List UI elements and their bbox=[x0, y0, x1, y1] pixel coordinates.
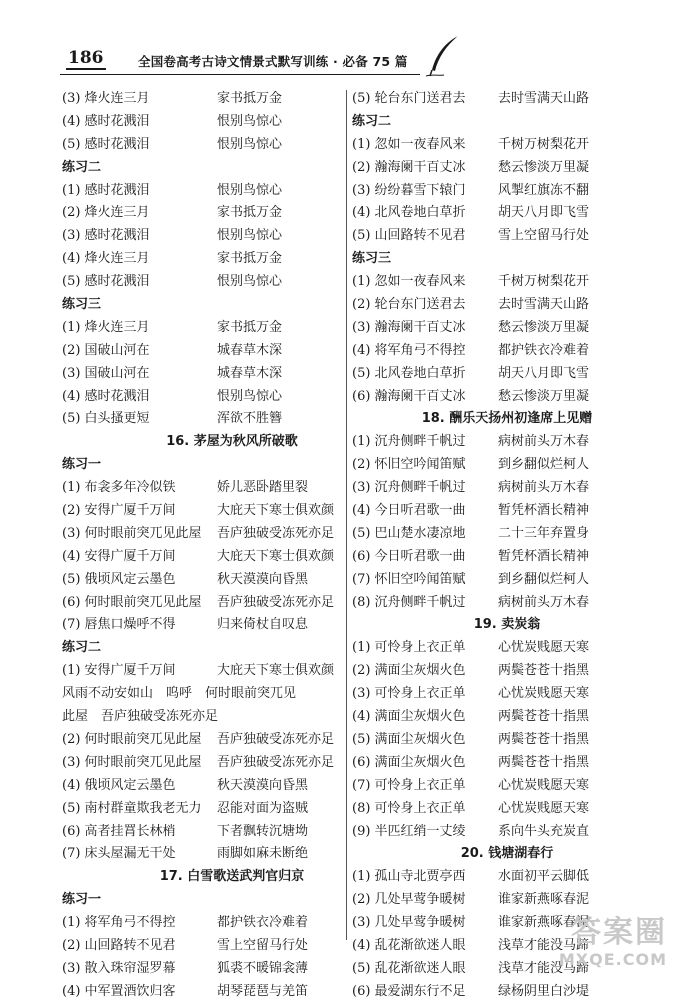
answer-second-half: 暂凭杯酒长精神 bbox=[498, 548, 590, 564]
answer-second-half: 去时雪满天山路 bbox=[498, 91, 590, 106]
answer-line bbox=[62, 912, 342, 935]
answer-line bbox=[62, 981, 342, 1004]
answer-first-half: (5) 北风卷地白草折 bbox=[352, 365, 466, 381]
answer-first-half: (3) 烽火连三月 bbox=[62, 91, 150, 106]
answer-first-half: (1) 烽火连三月 bbox=[62, 319, 150, 335]
answer-line bbox=[352, 157, 622, 180]
answer-line bbox=[62, 660, 342, 683]
answer-first-half: (4) 北风卷地白草折 bbox=[352, 205, 466, 221]
watermark-logo: 答案圈 bbox=[571, 915, 667, 950]
answer-second-half: 水面初平云脚低 bbox=[498, 869, 590, 885]
answer-line bbox=[352, 477, 622, 500]
column-divider bbox=[346, 90, 347, 940]
answer-line bbox=[62, 752, 342, 775]
answer-second-half: 两鬓苍苍十指黑 bbox=[498, 754, 590, 770]
answer-first-half: (5) 巴山楚水凄凉地 bbox=[352, 525, 466, 541]
answer-second-half: 秋天漠漠向昏黑 bbox=[217, 777, 309, 793]
answer-line bbox=[62, 111, 342, 134]
answer-first-half: (3) 感时花溅泪 bbox=[62, 228, 150, 244]
page-number: 186 bbox=[68, 48, 104, 68]
answer-second-half: 恨别鸟惊心 bbox=[217, 228, 283, 244]
answer-second-half: 吾庐独破受冻死亦足 bbox=[217, 525, 335, 541]
poem-title: 20. 钱塘湖春行 bbox=[460, 846, 554, 862]
answer-second-half: 愁云惨淡万里凝 bbox=[498, 319, 590, 335]
answer-line bbox=[352, 431, 622, 454]
answer-first-half: (5) 南村群童欺我老无力 bbox=[62, 800, 202, 816]
answer-line bbox=[352, 592, 622, 615]
answer-line bbox=[352, 180, 622, 203]
left-column bbox=[62, 88, 342, 1004]
answer-first-half: (7) 可怜身上衣正单 bbox=[352, 777, 466, 793]
answer-continuation bbox=[62, 706, 342, 729]
answer-second-half: 下者飘转沉塘坳 bbox=[217, 823, 309, 839]
answer-second-half: 胡天八月即飞雪 bbox=[498, 205, 590, 221]
answer-first-half: (5) 白头搔更短 bbox=[62, 411, 150, 427]
exercise-heading: 练习三 bbox=[352, 251, 392, 267]
answer-first-half: (5) 俄顷风定云墨色 bbox=[62, 571, 176, 587]
exercise-heading: 练习二 bbox=[352, 113, 392, 129]
answer-first-half: (2) 瀚海阑干百丈冰 bbox=[352, 159, 466, 175]
answer-first-half: (1) 沉舟侧畔千帆过 bbox=[352, 434, 466, 450]
answer-second-half: 暂凭杯酒长精神 bbox=[498, 503, 590, 519]
answer-line bbox=[352, 386, 622, 409]
exercise-heading: 练习二 bbox=[62, 159, 102, 175]
answer-second-half: 绿杨阴里白沙堤 bbox=[498, 983, 590, 999]
answer-second-half: 恨别鸟惊心 bbox=[217, 182, 283, 198]
answer-line bbox=[352, 271, 622, 294]
answer-first-half: (7) 床头屋漏无干处 bbox=[62, 846, 176, 862]
answer-second-half: 浅草才能没马蹄 bbox=[498, 937, 590, 953]
answer-line bbox=[352, 546, 622, 569]
answer-line bbox=[352, 683, 622, 706]
answer-line bbox=[62, 614, 342, 637]
answer-first-half: (7) 怀旧空吟闻笛赋 bbox=[352, 571, 466, 587]
answer-second-half: 都护铁衣冷难着 bbox=[498, 342, 590, 358]
answer-second-half: 大庇天下寒士俱欢颜 bbox=[217, 548, 335, 564]
answer-line bbox=[352, 821, 622, 844]
answer-second-half: 心忧炭贱愿天寒 bbox=[498, 800, 590, 816]
poem-title: 18. 酬乐天扬州初逢席上见赠 bbox=[421, 411, 593, 427]
answer-line bbox=[62, 592, 342, 615]
answer-first-half: (5) 轮台东门送君去 bbox=[352, 91, 466, 106]
answer-line bbox=[62, 729, 342, 752]
running-title: 全国卷高考古诗文情景式默写训练 · 必备 75 篇 bbox=[138, 54, 408, 69]
answer-first-half: (2) 安得广厦千万间 bbox=[62, 503, 176, 519]
answer-line bbox=[352, 134, 622, 157]
answer-first-half: (5) 感时花溅泪 bbox=[62, 136, 150, 152]
answer-text: 此屋 吾庐独破受冻死亦足 bbox=[62, 709, 219, 725]
answer-line bbox=[62, 775, 342, 798]
answer-line bbox=[62, 363, 342, 386]
answer-first-half: (6) 高者挂罥长林梢 bbox=[62, 823, 176, 839]
answer-second-half: 系向牛头充炭直 bbox=[498, 823, 590, 839]
answer-second-half: 归来倚杖自叹息 bbox=[217, 617, 309, 633]
answer-second-half: 愁云惨淡万里凝 bbox=[498, 388, 590, 404]
answer-second-half: 浅草才能没马蹄 bbox=[498, 960, 590, 976]
answer-first-half: (3) 散入珠帘湿罗幕 bbox=[62, 960, 176, 976]
answer-second-half: 到乡翻似烂柯人 bbox=[498, 457, 590, 473]
answer-line bbox=[352, 340, 622, 363]
answer-second-half: 病树前头万木春 bbox=[498, 594, 590, 610]
answer-line bbox=[62, 798, 342, 821]
answer-line bbox=[352, 454, 622, 477]
answer-second-half: 心忧炭贱愿天寒 bbox=[498, 640, 590, 656]
answer-second-half: 吾庐独破受冻死亦足 bbox=[217, 731, 335, 747]
answer-second-half: 家书抵万金 bbox=[217, 319, 283, 335]
answer-first-half: (4) 中军置酒饮归客 bbox=[62, 983, 176, 999]
answer-second-half: 家书抵万金 bbox=[217, 251, 283, 267]
answer-second-half: 雪上空留马行处 bbox=[217, 937, 309, 953]
answer-second-half: 大庇天下寒士俱欢颜 bbox=[217, 503, 335, 519]
answer-first-half: (4) 今日听君歌一曲 bbox=[352, 503, 466, 519]
answer-second-half: 胡天八月即飞雪 bbox=[498, 365, 590, 381]
answer-first-half: (3) 沉舟侧畔千帆过 bbox=[352, 480, 466, 496]
answer-line bbox=[62, 317, 342, 340]
answer-line bbox=[352, 866, 622, 889]
answer-first-half: (6) 最爱湖东行不足 bbox=[352, 983, 466, 999]
header-rule bbox=[60, 74, 420, 75]
answer-first-half: (2) 怀旧空吟闻笛赋 bbox=[352, 457, 466, 473]
answer-line bbox=[62, 340, 342, 363]
answer-first-half: (1) 可怜身上衣正单 bbox=[352, 640, 466, 656]
answer-second-half: 吾庐独破受冻死亦足 bbox=[217, 754, 335, 770]
answer-second-half: 二十三年弃置身 bbox=[498, 525, 590, 541]
answer-second-half: 去时雪满天山路 bbox=[498, 297, 590, 313]
answer-line bbox=[352, 317, 622, 340]
answer-line bbox=[352, 294, 622, 317]
exercise-heading: 练习二 bbox=[62, 640, 102, 656]
answer-first-half: (3) 几处早莺争暖树 bbox=[352, 915, 466, 931]
answer-line bbox=[352, 637, 622, 660]
answer-first-half: (2) 何时眼前突兀见此屋 bbox=[62, 731, 202, 747]
poem-title: 17. 白雪歌送武判官归京 bbox=[159, 869, 305, 885]
answer-line bbox=[352, 569, 622, 592]
answer-first-half: (2) 烽火连三月 bbox=[62, 205, 150, 221]
answer-second-half: 风掣红旗冻不翻 bbox=[498, 182, 590, 198]
answer-second-half: 家书抵万金 bbox=[217, 205, 283, 221]
answer-second-half: 恨别鸟惊心 bbox=[217, 388, 283, 404]
answer-first-half: (6) 瀚海阑干百丈冰 bbox=[352, 388, 466, 404]
answer-line bbox=[62, 134, 342, 157]
answer-second-half: 两鬓苍苍十指黑 bbox=[498, 663, 590, 679]
answer-first-half: (4) 烽火连三月 bbox=[62, 251, 150, 267]
answer-line bbox=[62, 477, 342, 500]
answer-line bbox=[62, 523, 342, 546]
answer-line bbox=[352, 202, 622, 225]
answer-first-half: (1) 忽如一夜春风来 bbox=[352, 274, 466, 290]
answer-line bbox=[352, 706, 622, 729]
answer-first-half: (1) 忽如一夜春风来 bbox=[352, 136, 466, 152]
answer-first-half: (3) 纷纷暮雪下辕门 bbox=[352, 182, 466, 198]
answer-line bbox=[62, 843, 342, 866]
answer-second-half: 大庇天下寒士俱欢颜 bbox=[217, 663, 335, 679]
poem-title: 16. 茅屋为秋风所破歌 bbox=[166, 434, 298, 450]
answer-line bbox=[352, 523, 622, 546]
answer-first-half: (2) 满面尘灰烟火色 bbox=[352, 663, 466, 679]
answer-first-half: (3) 何时眼前突兀见此屋 bbox=[62, 525, 202, 541]
quill-pen-icon bbox=[424, 34, 464, 78]
answer-first-half: (6) 今日听君歌一曲 bbox=[352, 548, 466, 564]
answer-first-half: (4) 俄顷风定云墨色 bbox=[62, 777, 176, 793]
answer-second-half: 忍能对面为盗贼 bbox=[217, 800, 309, 816]
answer-second-half: 病树前头万木春 bbox=[498, 434, 590, 450]
answer-line bbox=[352, 660, 622, 683]
answer-second-half: 狐裘不暖锦衾薄 bbox=[217, 960, 309, 976]
answer-line bbox=[352, 752, 622, 775]
answer-first-half: (3) 国破山河在 bbox=[62, 365, 150, 381]
answer-line bbox=[62, 569, 342, 592]
answer-first-half: (3) 瀚海阑干百丈冰 bbox=[352, 319, 466, 335]
answer-text: 风雨不动安如山 呜呼 何时眼前突兀见 bbox=[62, 686, 297, 702]
answer-first-half: (4) 满面尘灰烟火色 bbox=[352, 709, 466, 725]
answer-second-half: 谁家新燕啄春泥 bbox=[498, 915, 590, 931]
answer-line bbox=[62, 225, 342, 248]
answer-line bbox=[62, 408, 342, 431]
answer-second-half: 愁云惨淡万里凝 bbox=[498, 159, 590, 175]
answer-line bbox=[352, 889, 622, 912]
exercise-heading: 练习三 bbox=[62, 297, 102, 313]
answer-first-half: (4) 感时花溅泪 bbox=[62, 113, 150, 129]
answer-first-half: (1) 布衾多年冷似铁 bbox=[62, 480, 176, 496]
answer-second-half: 吾庐独破受冻死亦足 bbox=[217, 594, 335, 610]
answer-first-half: (2) 轮台东门送君去 bbox=[352, 297, 466, 313]
answer-first-half: (4) 将军角弓不得控 bbox=[352, 342, 466, 358]
answer-second-half: 城春草木深 bbox=[217, 342, 283, 358]
poem-title: 19. 卖炭翁 bbox=[473, 617, 541, 633]
answer-second-half: 雪上空留马行处 bbox=[498, 228, 590, 244]
answer-first-half: (5) 满面尘灰烟火色 bbox=[352, 731, 466, 747]
answer-first-half: (1) 将军角弓不得控 bbox=[62, 915, 176, 931]
answer-first-half: (5) 山回路转不见君 bbox=[352, 228, 466, 244]
answer-line bbox=[62, 271, 342, 294]
answer-line bbox=[62, 821, 342, 844]
answer-line bbox=[352, 729, 622, 752]
answer-second-half: 谁家新燕啄春泥 bbox=[498, 892, 590, 908]
answer-second-half: 病树前头万木春 bbox=[498, 480, 590, 496]
answer-second-half: 家书抵万金 bbox=[217, 91, 283, 106]
watermark-url: MXQE.COM bbox=[558, 950, 667, 969]
answer-line bbox=[352, 225, 622, 248]
answer-first-half: (1) 感时花溅泪 bbox=[62, 182, 150, 198]
answer-second-half: 恨别鸟惊心 bbox=[217, 113, 283, 129]
answer-second-half: 千树万树梨花开 bbox=[498, 136, 590, 152]
right-column bbox=[352, 88, 622, 1004]
answer-second-half: 浑欲不胜簪 bbox=[217, 411, 283, 427]
answer-line bbox=[62, 386, 342, 409]
answer-second-half: 胡琴琵琶与羌笛 bbox=[217, 983, 309, 999]
answer-line bbox=[352, 981, 622, 1004]
answer-first-half: (7) 唇焦口燥呼不得 bbox=[62, 617, 176, 633]
answer-line bbox=[62, 202, 342, 225]
answer-second-half: 心忧炭贱愿天寒 bbox=[498, 686, 590, 702]
answer-line bbox=[62, 180, 342, 203]
answer-line bbox=[352, 500, 622, 523]
answer-first-half: (9) 半匹红绡一丈绫 bbox=[352, 823, 466, 839]
answer-second-half: 到乡翻似烂柯人 bbox=[498, 571, 590, 587]
answer-line bbox=[62, 248, 342, 271]
answer-second-half: 雨脚如麻未断绝 bbox=[217, 846, 309, 862]
answer-line bbox=[62, 88, 342, 111]
answer-first-half: (3) 可怜身上衣正单 bbox=[352, 686, 466, 702]
answer-second-half: 两鬓苍苍十指黑 bbox=[498, 731, 590, 747]
exercise-heading: 练习一 bbox=[62, 457, 102, 473]
answer-first-half: (1) 安得广厦千万间 bbox=[62, 663, 176, 679]
answer-second-half: 恨别鸟惊心 bbox=[217, 136, 283, 152]
answer-line bbox=[62, 546, 342, 569]
answer-second-half: 恨别鸟惊心 bbox=[217, 274, 283, 290]
answer-line bbox=[62, 958, 342, 981]
answer-line bbox=[62, 500, 342, 523]
answer-second-half: 娇儿恶卧踏里裂 bbox=[217, 480, 309, 496]
answer-first-half: (2) 国破山河在 bbox=[62, 342, 150, 358]
answer-first-half: (5) 感时花溅泪 bbox=[62, 274, 150, 290]
answer-second-half: 城春草木深 bbox=[217, 365, 283, 381]
answer-first-half: (8) 沉舟侧畔千帆过 bbox=[352, 594, 466, 610]
answer-line bbox=[352, 363, 622, 386]
answer-first-half: (6) 满面尘灰烟火色 bbox=[352, 754, 466, 770]
answer-first-half: (1) 孤山寺北贾亭西 bbox=[352, 869, 466, 885]
answer-first-half: (4) 乱花渐欲迷人眼 bbox=[352, 937, 466, 953]
answer-first-half: (2) 山回路转不见君 bbox=[62, 937, 176, 953]
answer-line bbox=[352, 88, 622, 111]
answer-first-half: (4) 感时花溅泪 bbox=[62, 388, 150, 404]
answer-first-half: (6) 何时眼前突兀见此屋 bbox=[62, 594, 202, 610]
answer-second-half: 两鬓苍苍十指黑 bbox=[498, 709, 590, 725]
answer-first-half: (5) 乱花渐欲迷人眼 bbox=[352, 960, 466, 976]
answer-first-half: (8) 可怜身上衣正单 bbox=[352, 800, 466, 816]
answer-second-half: 都护铁衣冷难着 bbox=[217, 915, 309, 931]
answer-first-half: (4) 安得广厦千万间 bbox=[62, 548, 176, 564]
answer-second-half: 心忧炭贱愿天寒 bbox=[498, 777, 590, 793]
answer-continuation bbox=[62, 683, 342, 706]
answer-second-half: 秋天漠漠向昏黑 bbox=[217, 571, 309, 587]
answer-first-half: (3) 何时眼前突兀见此屋 bbox=[62, 754, 202, 770]
answer-line bbox=[62, 935, 342, 958]
answer-second-half: 千树万树梨花开 bbox=[498, 274, 590, 290]
watermark bbox=[559, 916, 667, 969]
answer-line bbox=[352, 798, 622, 821]
exercise-heading: 练习一 bbox=[62, 892, 102, 908]
answer-first-half: (2) 几处早莺争暖树 bbox=[352, 892, 466, 908]
answer-line bbox=[352, 775, 622, 798]
